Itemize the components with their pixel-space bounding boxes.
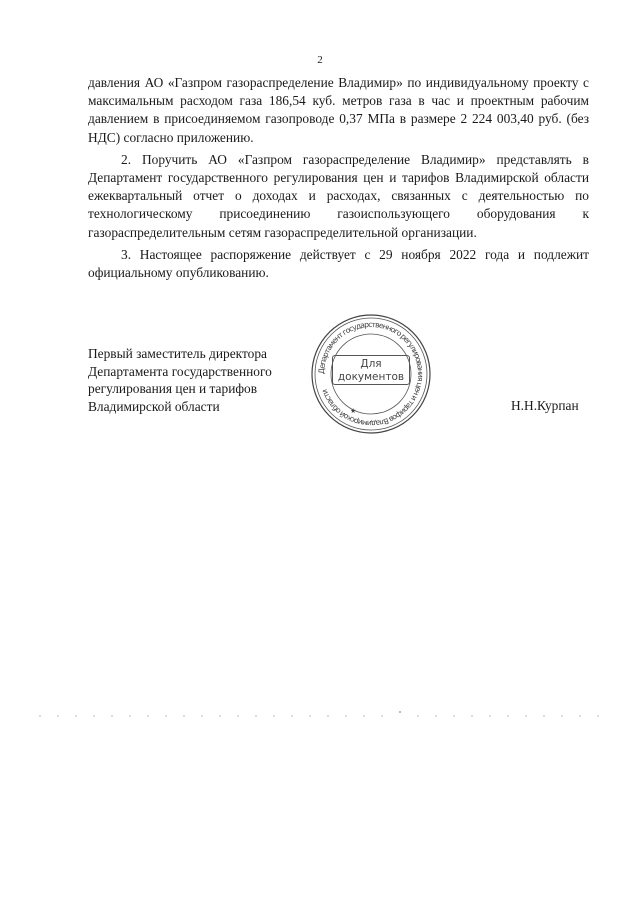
seal-ring-text: Департамент государственного регулирования цен и тарифов Владимирской области [316, 319, 426, 429]
signer-line-1: Первый заместитель директора [88, 346, 267, 361]
seal-center-line-2: документов [337, 371, 405, 383]
page-number: 2 [317, 54, 323, 66]
document-body [88, 74, 589, 286]
signer-line-3: регулирования цен и тарифов [88, 381, 258, 397]
paragraph-item-2: 2. Поручить АО «Газпром газораспределение Владимир» представлять в Департамент государственного регулирования цен и тарифов Владимирской области ежеквартальный отчет о доходах и расходах, связанных с деятельностью по технологическому присоединению газоиспользующего оборудования к газораспределительным сетям газораспределительной организации. [88, 151, 589, 240]
signer-line-2: Департамента государственного [88, 363, 272, 379]
signer-line-4: Владимирской области [88, 398, 220, 414]
seal-center-label [332, 355, 410, 385]
paragraph-continuation: давления АО «Газпром газораспределение Владимир» по индивидуальному проекту с максимальным расходом газа 186,54 куб. метров газа в час и проектным рабочим давлением в присоединяемом газопроводе 0,37 МПа в размере 2 224 003,40 руб. (без НДС) согласно приложению. [88, 75, 589, 145]
seal-star: ★ [350, 407, 357, 415]
paragraph-item-3: 3. Настоящее распоряжение действует с 29 ноября 2022 года и подлежит официальному опубликованию. [88, 246, 589, 281]
signer-position [88, 345, 272, 415]
scan-artifact-dots [0, 710, 640, 720]
signer-name: Н.Н.Курпан [511, 398, 579, 413]
seal-center-line-1: Для [360, 358, 382, 370]
